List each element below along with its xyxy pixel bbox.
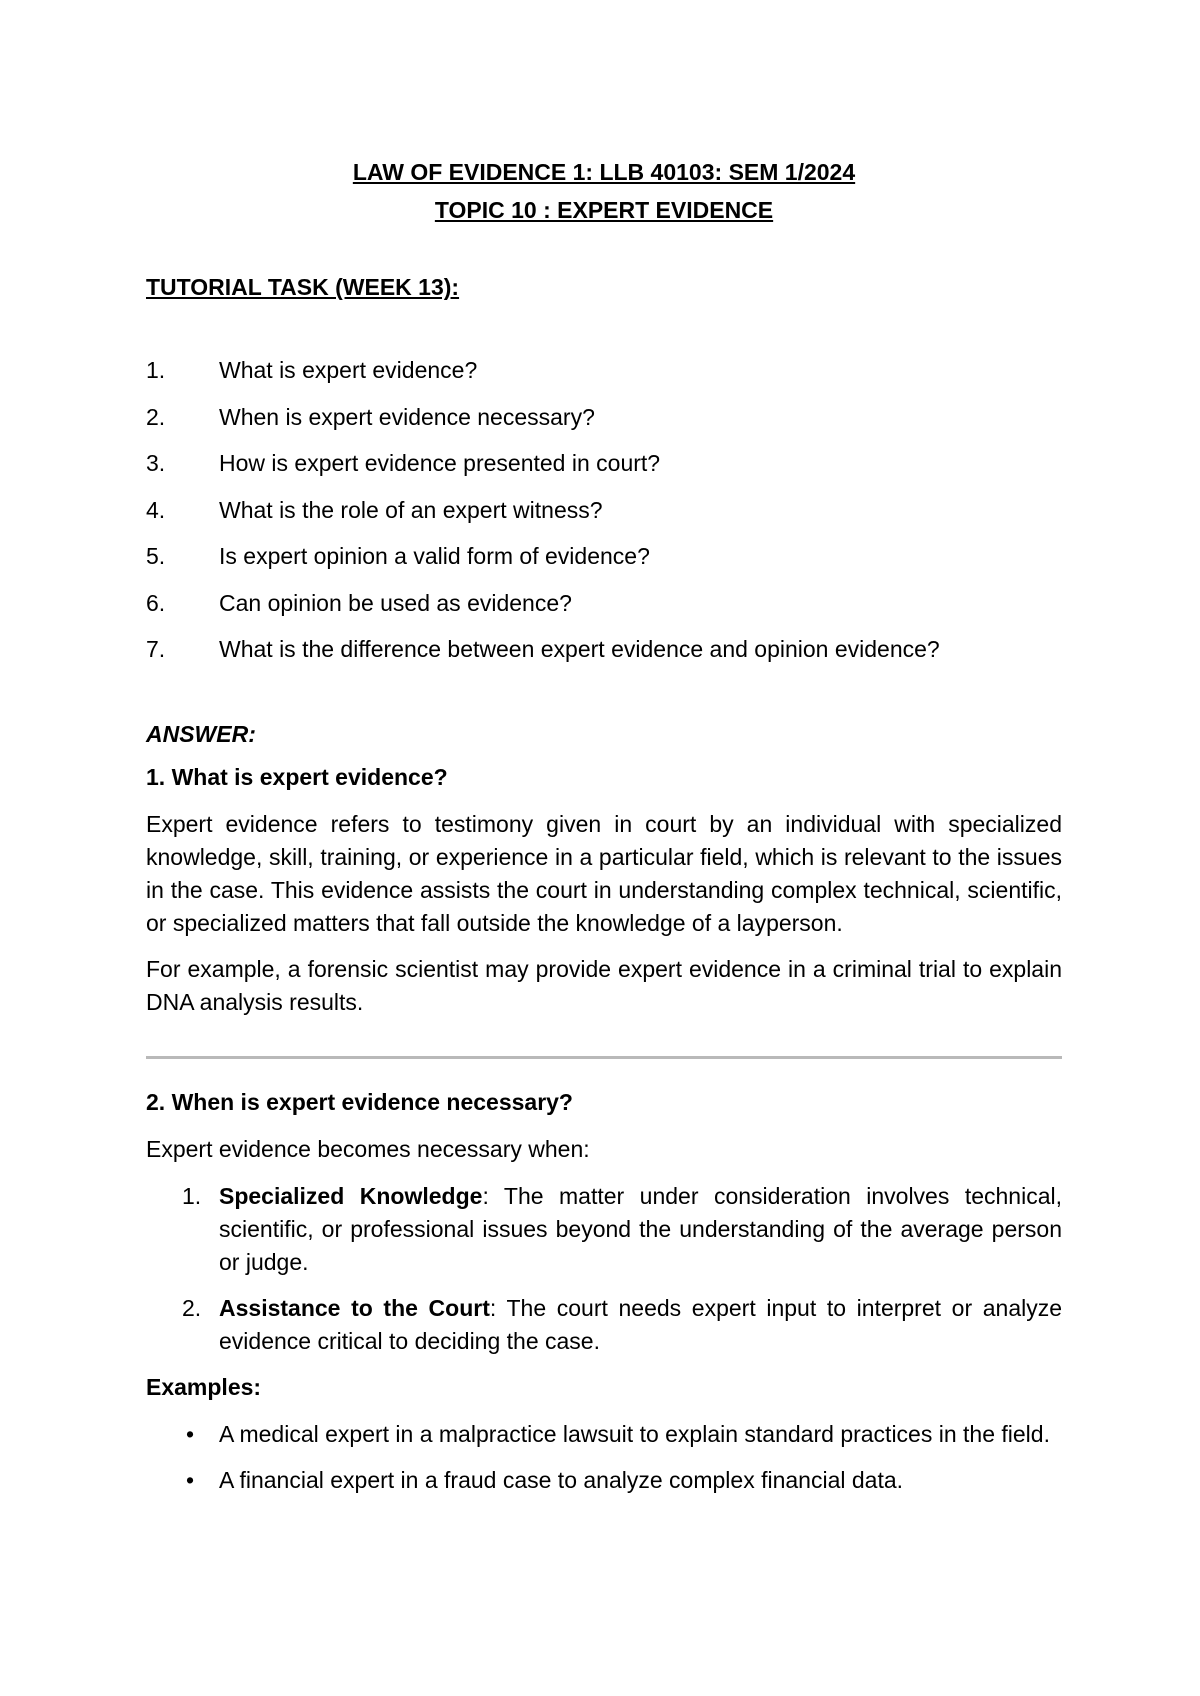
necessity-list [146,1180,1062,1358]
question-text: What is expert evidence? [219,357,478,383]
list-item [146,540,1062,573]
document-topic: TOPIC 10 : EXPERT EVIDENCE [434,197,774,223]
examples-list [146,1418,1062,1497]
list-item [146,354,1062,387]
question-number: 1. [146,357,166,383]
section-2-heading: 2. When is expert evidence necessary? [146,1089,573,1115]
question-number: 2. [146,403,166,430]
list-item [146,1292,1062,1358]
question-text: How is expert evidence presented in court? [219,450,661,476]
list-item-number: 2. [182,1295,202,1321]
question-number: 7. [146,636,166,662]
example-text: A financial expert in a fraud case to analyze complex financial data. [219,1467,904,1493]
bullet-icon: • [186,1421,195,1447]
list-item [146,633,1062,666]
list-item [146,1418,1062,1451]
list-item [146,1464,1062,1497]
question-text: When is expert evidence necessary? [219,403,595,430]
section-1-heading: 1. What is expert evidence? [146,764,448,790]
list-item [146,1180,1062,1279]
list-item-description: : The court needs expert input to interpret or analyze evidence critical to deciding the case. [219,1295,1063,1354]
question-number: 3. [146,450,166,476]
examples-heading: Examples: [146,1374,262,1400]
section-2-intro: Expert evidence becomes necessary when: [146,1136,590,1162]
list-item-term: Specialized Knowledge [219,1183,483,1209]
list-item [146,447,1062,480]
section-divider [146,1056,1062,1059]
question-number: 5. [146,543,166,569]
question-text: What is the role of an expert witness? [219,496,603,523]
bullet-icon: • [186,1467,195,1493]
list-item-description: : The matter under consideration involves technical, scientific, or professional issues beyond the understanding of the average person or judge. [219,1183,1062,1275]
list-item-term: Assistance to the Court [219,1295,490,1321]
question-text: What is the difference between expert evidence and opinion evidence? [219,636,940,662]
section-1-paragraph: Expert evidence refers to testimony given in court by an individual with specialized knowledge, skill, training, or experience in a particular field, which is relevant to the issues in the case. This evidence assists the court in understanding complex technical, scientific, or specialized matters that fall outside the knowledge of a layperson. [146,811,1062,936]
list-item [146,401,1062,434]
list-item [146,494,1062,527]
question-text: Is expert opinion a valid form of evidence? [219,543,650,569]
question-list [146,354,1062,666]
document-page [146,156,1062,1510]
tutorial-heading: TUTORIAL TASK (WEEK 13): [146,274,460,300]
example-text: A medical expert in a malpractice lawsuit to explain standard practices in the field. [219,1421,1050,1447]
document-title: LAW OF EVIDENCE 1: LLB 40103: SEM 1/2024 [352,159,856,185]
list-item-text [219,1292,1062,1358]
question-number: 4. [146,496,166,523]
question-number: 6. [146,589,166,616]
list-item-number: 1. [182,1183,202,1209]
section-1-example-paragraph: For example, a forensic scientist may provide expert evidence in a criminal trial to explain DNA analysis results. [146,956,1062,1015]
list-item [146,587,1062,620]
list-item-text [219,1180,1062,1279]
question-text: Can opinion be used as evidence? [219,589,572,616]
answer-heading: ANSWER: [146,721,256,747]
